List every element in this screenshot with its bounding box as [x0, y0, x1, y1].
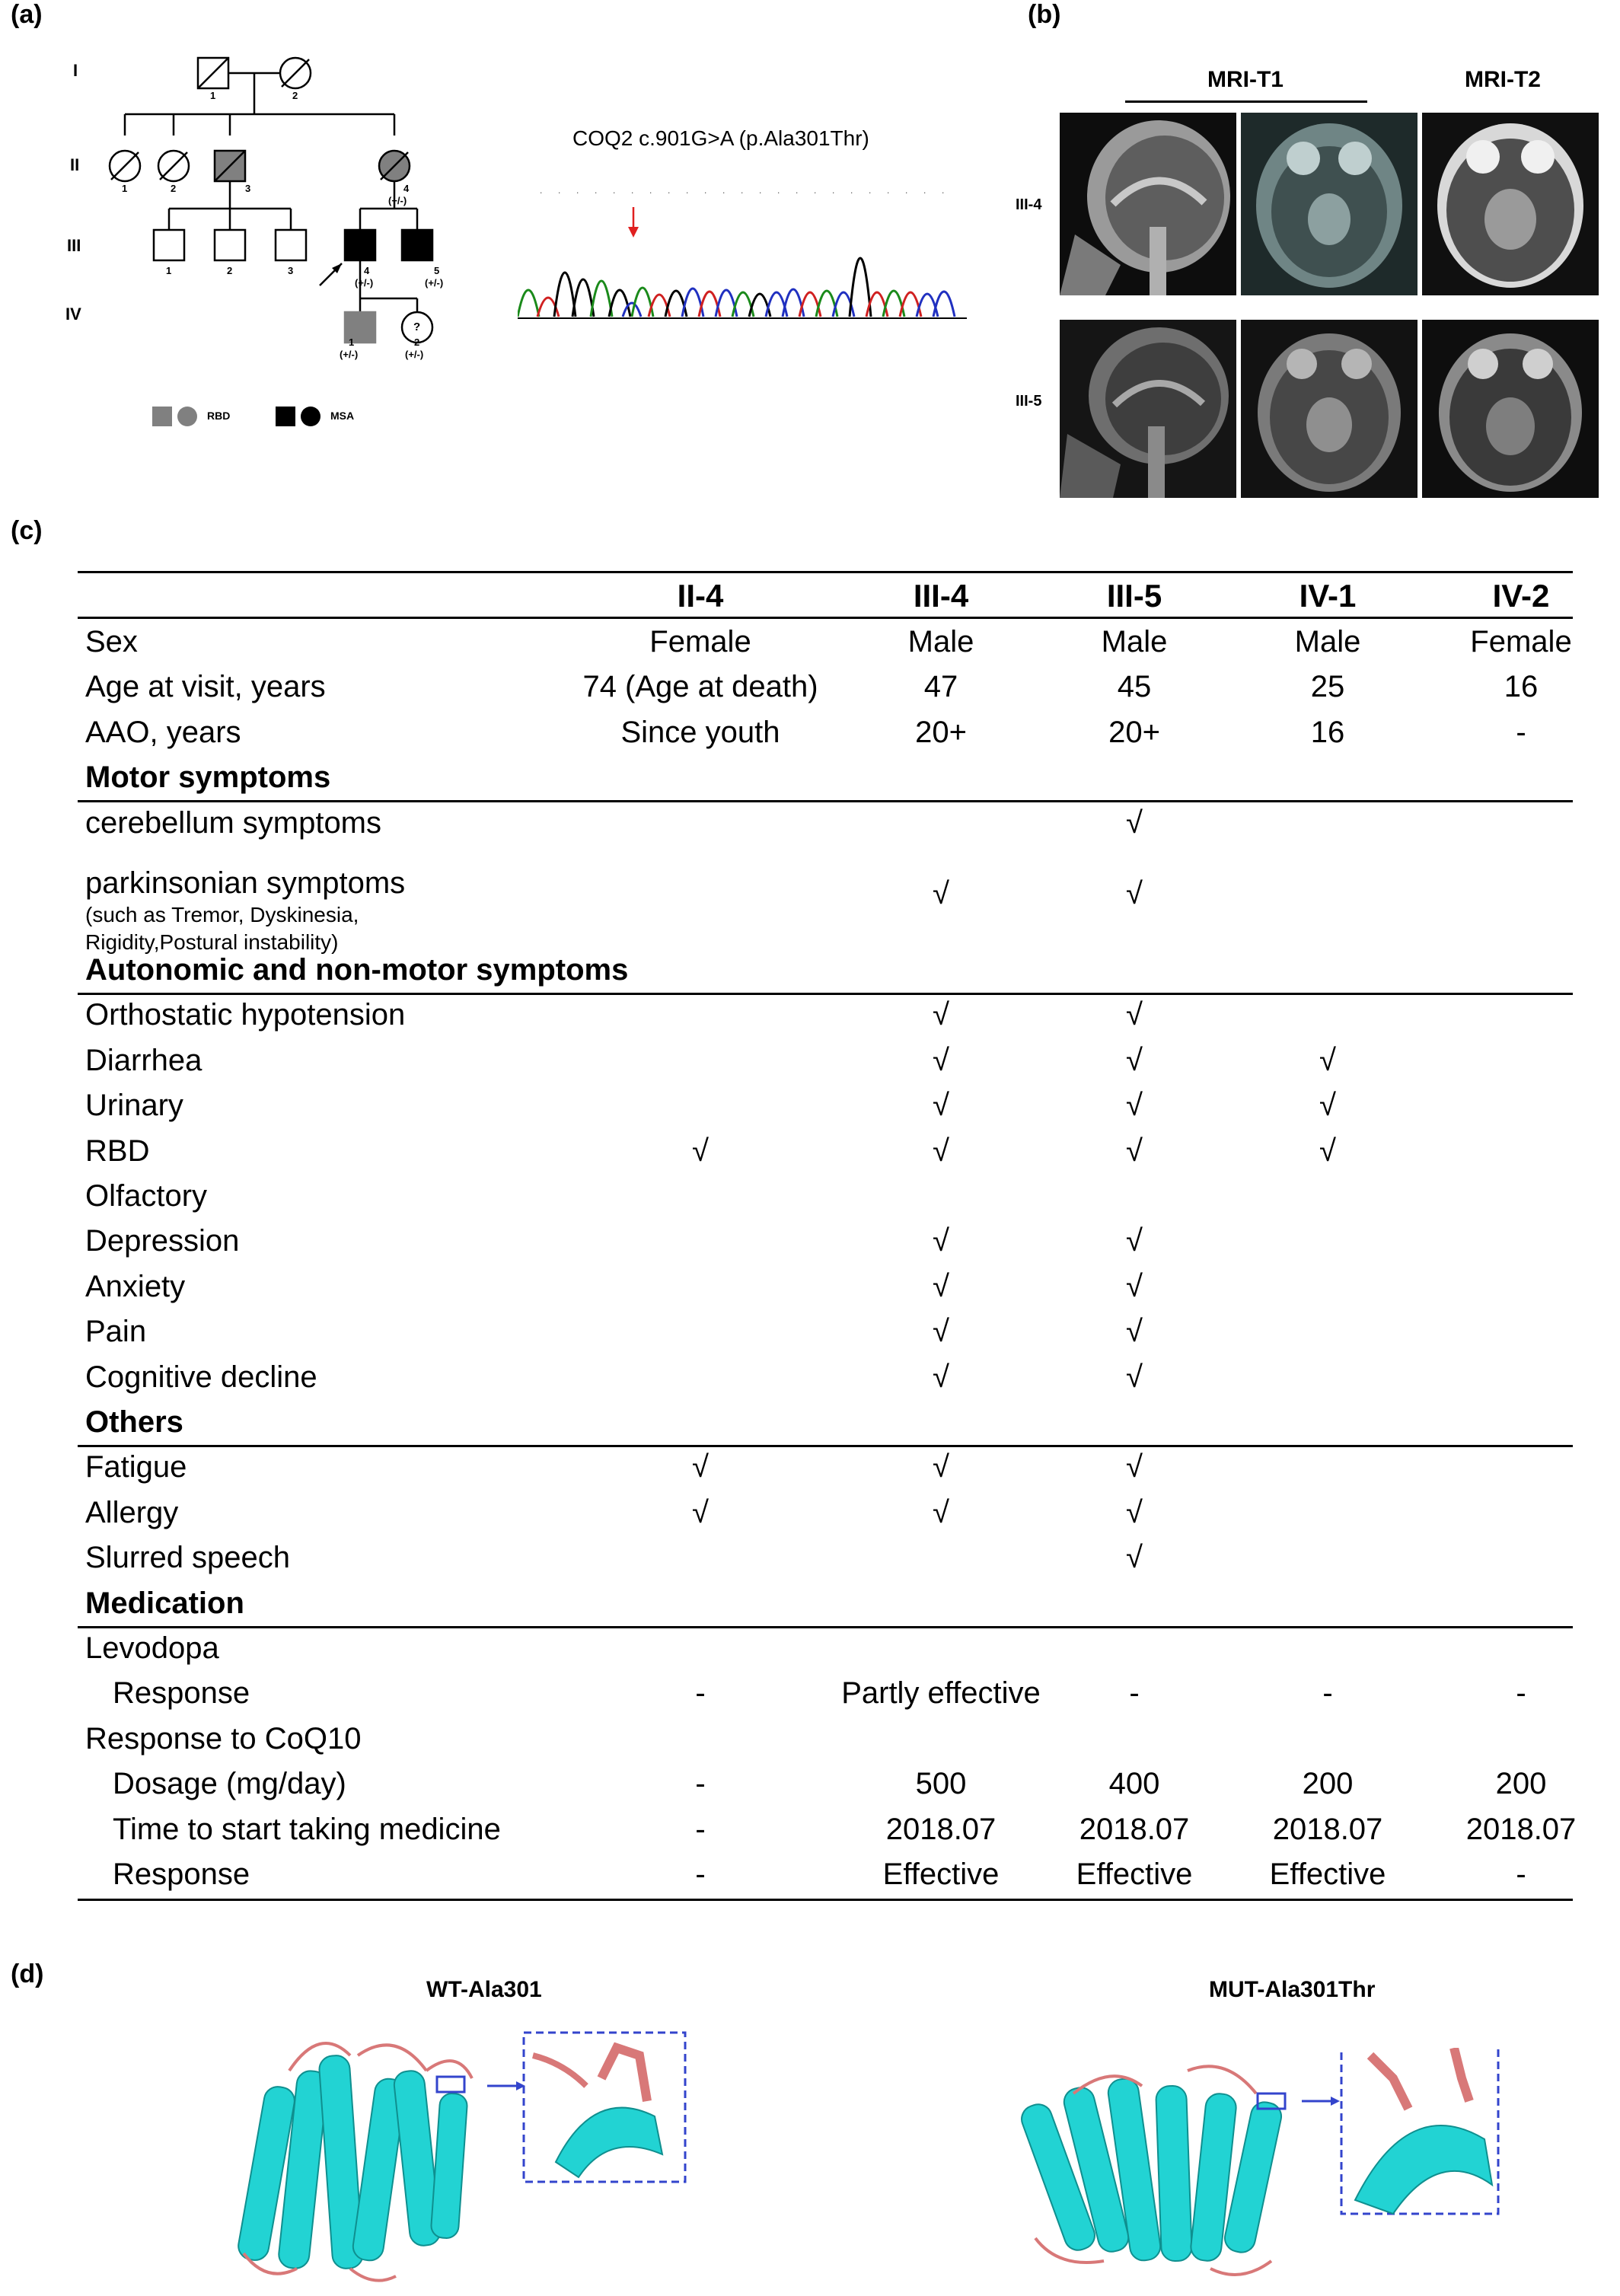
mri-t2-svg — [1422, 113, 1599, 295]
table-cell: 16 — [1310, 715, 1345, 749]
table-cell: √ — [933, 877, 949, 910]
svg-text:·: · — [904, 190, 909, 197]
svg-text:·: · — [758, 190, 763, 197]
panel-label-a: (a) — [11, 0, 43, 29]
table-cell: √ — [933, 1315, 949, 1349]
row-label: RBD — [85, 1134, 150, 1168]
row-label: Olfactory — [85, 1179, 208, 1213]
table-cell: √ — [1319, 1089, 1336, 1123]
genotype-label: (+/-) — [340, 349, 359, 360]
panel-label-b: (b) — [1028, 0, 1061, 29]
row-label: Slurred speech — [85, 1541, 291, 1575]
table-top-rule — [78, 571, 1573, 573]
table-cell: 500 — [915, 1767, 967, 1801]
table-cell: - — [1516, 1858, 1526, 1891]
table-cell: √ — [1126, 1224, 1143, 1258]
table-cell: √ — [1319, 1043, 1336, 1077]
pedigree-id: 2 — [227, 265, 233, 276]
pedigree-id: 2 — [171, 183, 177, 194]
panel-label-d: (d) — [11, 1960, 44, 1988]
genotype-label: (+/-) — [388, 195, 407, 206]
table-cell: - — [695, 1812, 706, 1846]
svg-text:·: · — [630, 190, 635, 197]
row-label: Cognitive decline — [85, 1360, 317, 1394]
pedigree-id: 4 — [403, 183, 410, 194]
table-cell: 400 — [1108, 1767, 1160, 1801]
table-cell: Male — [1101, 625, 1168, 659]
svg-text:·: · — [557, 190, 562, 197]
row-label: Response — [113, 1676, 250, 1711]
table-header-rule — [78, 617, 1573, 619]
column-header: III-4 — [913, 578, 969, 614]
row-label: Response to CoQ10 — [85, 1721, 362, 1755]
mut-zoom-arrow-head — [1331, 2097, 1340, 2106]
svg-text:·: · — [685, 190, 690, 197]
table-cell: √ — [933, 1089, 949, 1123]
table-cell: Female — [1470, 625, 1572, 659]
table-cell: - — [1516, 715, 1526, 749]
table-cell: √ — [933, 1269, 949, 1303]
svg-text:·: · — [740, 190, 745, 197]
section-rule — [78, 800, 1573, 802]
table-cell: √ — [933, 1495, 949, 1529]
legend-msa-square — [276, 407, 295, 426]
table-cell: √ — [692, 1495, 709, 1529]
table-cell: √ — [1126, 1043, 1143, 1077]
sequencing-title: COQ2 c.901G>A (p.Ala301Thr) — [572, 126, 869, 150]
pedigree-id: 3 — [245, 183, 251, 194]
genotype-label: (+/-) — [425, 277, 444, 289]
row-label: Time to start taking medicine — [113, 1812, 501, 1846]
row-label: Diarrhea — [85, 1043, 202, 1077]
row-label: Response — [113, 1858, 250, 1891]
table-cell: 200 — [1302, 1767, 1354, 1801]
section-title: Motor symptoms — [85, 761, 331, 795]
genotype-label: (+/-) — [405, 349, 424, 360]
section-title: Autonomic and non-motor symptoms — [85, 953, 629, 987]
table-cell: √ — [692, 1450, 709, 1484]
wt-structure-svg — [198, 2025, 731, 2292]
table-cell: √ — [1126, 1360, 1143, 1394]
mri-image-III5-t2-axial — [1422, 320, 1599, 498]
table-cell: √ — [1126, 1089, 1143, 1123]
row-label: AAO, years — [85, 715, 241, 749]
column-header: III-5 — [1106, 578, 1162, 614]
row-label: Sex — [85, 625, 138, 659]
table-cell: - — [1322, 1676, 1333, 1711]
mut-structure-svg — [1012, 2048, 1561, 2292]
variant-arrow-icon — [628, 227, 639, 238]
svg-text:·: · — [886, 190, 891, 197]
pedigree-id: 2 — [292, 90, 298, 101]
table-cell: 2018.07 — [885, 1812, 997, 1846]
table-cell: √ — [933, 1043, 949, 1077]
section-rule — [78, 1445, 1573, 1447]
table-cell: √ — [1126, 998, 1143, 1032]
svg-text:·: · — [850, 190, 854, 197]
pedigree-III-2 — [215, 230, 245, 260]
table-cell: Male — [907, 625, 974, 659]
section-title: Others — [85, 1405, 183, 1439]
pedigree-id: 3 — [288, 265, 294, 276]
row-label: Anxiety — [85, 1269, 186, 1303]
generation-I-label: I — [73, 61, 78, 80]
table-cell: √ — [1126, 877, 1143, 910]
generation-III-label: III — [67, 236, 81, 255]
table-cell: √ — [933, 1134, 949, 1168]
mri-t1-rule — [1125, 100, 1367, 103]
table-cell: 2018.07 — [1079, 1812, 1190, 1846]
table-cell: Male — [1294, 625, 1361, 659]
row-sublabel: Rigidity,Postural instability) — [85, 930, 339, 954]
table-cell: √ — [692, 1134, 709, 1168]
mri-axial-svg — [1241, 320, 1418, 498]
wt-zoom-box — [524, 2033, 685, 2182]
row-label: Dosage (mg/day) — [113, 1767, 346, 1801]
mri-sagittal-svg — [1060, 113, 1236, 295]
svg-text:·: · — [722, 190, 726, 197]
svg-text:·: · — [831, 190, 836, 197]
table-cell: - — [695, 1858, 706, 1891]
panel-label-c: (c) — [11, 516, 43, 545]
table-cell: Effective — [882, 1858, 1000, 1891]
pedigree-id: 1 — [122, 183, 128, 194]
row-label: Orthostatic hypotension — [85, 998, 406, 1032]
svg-text:·: · — [813, 190, 818, 197]
table-cell: Effective — [1269, 1858, 1386, 1891]
table-cell: √ — [933, 1450, 949, 1484]
pedigree-id: 2 — [414, 336, 420, 348]
svg-text:·: · — [777, 190, 781, 197]
generation-IV-label: IV — [65, 305, 81, 324]
table-cell: - — [1129, 1676, 1140, 1711]
row-label: parkinsonian symptoms — [85, 866, 406, 900]
legend-msa-label: MSA — [330, 410, 355, 422]
table-cell: Since youth — [620, 715, 780, 749]
table-bottom-rule — [78, 1899, 1573, 1901]
svg-text:·: · — [941, 190, 946, 197]
mri-axial-svg — [1241, 113, 1418, 295]
wt-structure-figure — [198, 2025, 731, 2292]
table-cell: 20+ — [1108, 715, 1160, 749]
column-header: IV-2 — [1492, 578, 1550, 614]
table-cell: - — [695, 1767, 706, 1801]
column-header: II-4 — [677, 578, 724, 614]
mri-image-III4-t1-axial — [1241, 113, 1418, 295]
pedigree-III-5 — [402, 230, 432, 260]
svg-text:·: · — [667, 190, 671, 197]
mri-row-label: III-4 — [1016, 196, 1042, 213]
row-label: Pain — [85, 1315, 147, 1349]
wt-highlight-box — [437, 2077, 464, 2092]
mri-t2-header: MRI-T2 — [1465, 67, 1541, 92]
pedigree-id: 1 — [349, 336, 355, 348]
table-cell: 200 — [1495, 1767, 1547, 1801]
mri-image-III4-t2-axial — [1422, 113, 1599, 295]
table-cell: √ — [1126, 1495, 1143, 1529]
row-label: Allergy — [85, 1495, 179, 1529]
table-cell: √ — [933, 998, 949, 1032]
svg-text:·: · — [539, 190, 544, 197]
legend-rbd-label: RBD — [207, 410, 231, 422]
pedigree-III-3 — [276, 230, 306, 260]
row-label: Levodopa — [85, 1631, 219, 1665]
table-cell: 25 — [1310, 670, 1345, 704]
table-cell: 74 (Age at death) — [582, 670, 818, 704]
mri-image-III5-t1-axial — [1241, 320, 1418, 498]
svg-text:·: · — [703, 190, 708, 197]
pedigree-id: 1 — [210, 90, 216, 101]
table-cell: 47 — [923, 670, 958, 704]
mri-image-III5-t1-sagittal — [1060, 320, 1236, 498]
mri-t1-header: MRI-T1 — [1207, 67, 1284, 92]
mri-t2-svg — [1422, 320, 1599, 498]
wt-structure-title: WT-Ala301 — [426, 1977, 542, 2002]
pedigree-id: 5 — [434, 265, 440, 276]
row-label: Urinary — [85, 1089, 183, 1123]
generation-II-label: II — [70, 155, 80, 174]
mut-structure-title: MUT-Ala301Thr — [1209, 1977, 1376, 2002]
table-cell: 2018.07 — [1465, 1812, 1577, 1846]
table-cell: 45 — [1117, 670, 1152, 704]
table-cell: 2018.07 — [1272, 1812, 1383, 1846]
table-cell: 16 — [1504, 670, 1539, 704]
svg-text:·: · — [868, 190, 872, 197]
table-cell: √ — [1126, 1450, 1143, 1484]
row-label: cerebellum symptoms — [85, 805, 382, 840]
legend-rbd-square — [152, 407, 172, 426]
svg-text:·: · — [649, 190, 653, 197]
chromatogram — [518, 183, 967, 335]
section-rule — [78, 1626, 1573, 1628]
svg-text:·: · — [923, 190, 927, 197]
table-cell: √ — [1126, 1269, 1143, 1303]
svg-text:·: · — [612, 190, 617, 197]
table-cell: √ — [1319, 1134, 1336, 1168]
pedigree-III-4 — [345, 230, 375, 260]
section-title: Medication — [85, 1586, 244, 1620]
table-cell: √ — [933, 1224, 949, 1258]
mri-image-III4-t1-sagittal — [1060, 113, 1236, 295]
table-cell: √ — [933, 1360, 949, 1394]
row-label: Fatigue — [85, 1450, 187, 1484]
table-cell: √ — [1126, 805, 1143, 840]
mri-sagittal-svg — [1060, 320, 1236, 498]
table-cell: √ — [1126, 1541, 1143, 1575]
mri-row-label: III-5 — [1016, 393, 1042, 410]
table-cell: Partly effective — [841, 1676, 1041, 1711]
unknown-status-mark: ? — [413, 320, 421, 333]
table-cell: Female — [649, 625, 751, 659]
legend-rbd-circle — [177, 407, 197, 426]
table-cell: √ — [1126, 1315, 1143, 1349]
table-cell: √ — [1126, 1134, 1143, 1168]
column-header: IV-1 — [1299, 578, 1357, 614]
clinical-table — [78, 569, 1577, 1932]
table-cell: Effective — [1076, 1858, 1193, 1891]
table-cell: - — [695, 1676, 706, 1711]
row-label: Depression — [85, 1224, 240, 1258]
pedigree-id: 1 — [166, 265, 172, 276]
table-cell: - — [1516, 1676, 1526, 1711]
pedigree-III-1 — [154, 230, 184, 260]
mut-structure-figure — [1012, 2048, 1561, 2292]
row-sublabel: (such as Tremor, Dyskinesia, — [85, 903, 359, 926]
svg-text:·: · — [594, 190, 598, 197]
chromatogram-svg — [518, 183, 967, 335]
genotype-label: (+/-) — [355, 277, 374, 289]
row-label: Age at visit, years — [85, 670, 326, 704]
svg-text:·: · — [576, 190, 580, 197]
section-rule — [78, 993, 1573, 995]
legend-msa-circle — [301, 407, 320, 426]
svg-text:·: · — [795, 190, 799, 197]
pedigree-id: 4 — [364, 265, 370, 276]
table-cell: 20+ — [915, 715, 967, 749]
